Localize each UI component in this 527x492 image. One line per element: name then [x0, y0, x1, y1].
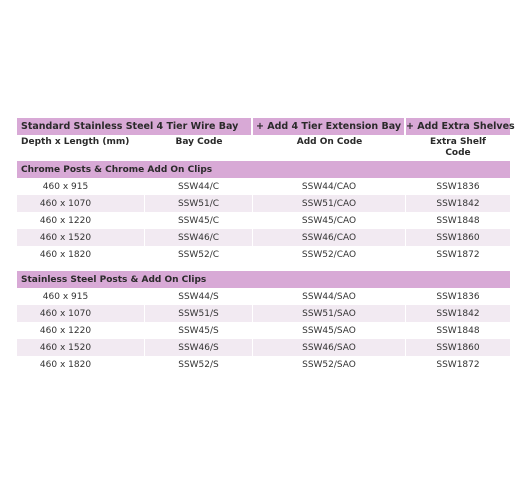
cell-add-on-code: SSW51/SAO	[253, 305, 406, 322]
cell-add-on-code: SSW52/SAO	[253, 356, 406, 373]
table-row	[17, 288, 510, 305]
cell-bay-code: SSW44/S	[145, 288, 253, 305]
cell-dimensions: 460 x 1820	[17, 246, 145, 263]
header-extra-shelves: + Add Extra Shelves	[406, 118, 510, 135]
cell-bay-code: SSW44/C	[145, 178, 253, 195]
cell-dimensions: 460 x 1520	[17, 339, 145, 356]
subheader-bay-code: Bay Code	[145, 135, 253, 161]
cell-add-on-code: SSW45/CAO	[253, 212, 406, 229]
cell-shelf-code: SSW1860	[406, 339, 510, 356]
cell-add-on-code: SSW51/CAO	[253, 195, 406, 212]
table-row	[17, 229, 510, 246]
cell-shelf-code: SSW1842	[406, 195, 510, 212]
cell-shelf-code: SSW1842	[406, 305, 510, 322]
cell-shelf-code: SSW1848	[436, 215, 480, 226]
section-row-chrome	[17, 161, 510, 178]
cell-dimensions: 460 x 1220	[17, 322, 145, 339]
table-row	[17, 322, 510, 339]
cell-dimensions: 460 x 1520	[17, 229, 145, 246]
cell-bay-code: SSW46/C	[145, 229, 253, 246]
header-standard-bay: Standard Stainless Steel 4 Tier Wire Bay	[17, 118, 253, 135]
subheader-extra-shelf-code	[406, 135, 510, 161]
table-row	[17, 178, 510, 195]
cell-add-on-code: SSW44/CAO	[253, 178, 406, 195]
table-subheader-row	[17, 135, 510, 161]
section-title: Chrome Posts & Chrome Add On Clips	[17, 161, 510, 178]
table-row	[17, 246, 510, 263]
section-title: Stainless Steel Posts & Add On Clips	[17, 271, 510, 288]
cell-add-on-code: SSW45/SAO	[253, 322, 406, 339]
cell-bay-code: SSW51/C	[145, 195, 253, 212]
cell-shelf-code: SSW1848	[436, 325, 480, 336]
table-row	[17, 305, 510, 322]
cell-dimensions: 460 x 915	[17, 178, 145, 195]
table-header-row	[17, 118, 510, 135]
section-spacer	[17, 263, 510, 271]
cell-add-on-code: SSW46/CAO	[253, 229, 406, 246]
header-extension-bay: + Add 4 Tier Extension Bay	[253, 118, 406, 135]
cell-shelf-code: SSW1872	[436, 249, 480, 260]
cell-dimensions: 460 x 1820	[17, 356, 145, 373]
subheader-dimensions: Depth x Length (mm)	[17, 135, 145, 161]
cell-bay-code: SSW45/S	[145, 322, 253, 339]
product-code-table-container	[17, 118, 515, 373]
cell-shelf-code: SSW1860	[406, 229, 510, 246]
table-row	[17, 212, 510, 229]
cell-shelf-code: SSW1836	[436, 291, 480, 302]
cell-dimensions: 460 x 915	[17, 288, 145, 305]
cell-add-on-code: SSW52/CAO	[253, 246, 406, 263]
subheader-extra-shelf-line2: Code	[445, 148, 471, 158]
cell-bay-code: SSW45/C	[145, 212, 253, 229]
cell-bay-code: SSW51/S	[145, 305, 253, 322]
subheader-extra-shelf-line1: Extra Shelf	[430, 137, 486, 147]
cell-bay-code: SSW52/S	[145, 356, 253, 373]
table-row	[17, 339, 510, 356]
cell-dimensions: 460 x 1220	[17, 212, 145, 229]
cell-shelf-code: SSW1836	[436, 181, 480, 192]
cell-bay-code: SSW46/S	[145, 339, 253, 356]
cell-dimensions: 460 x 1070	[17, 305, 145, 322]
table-row	[17, 356, 510, 373]
section-row-stainless	[17, 271, 510, 288]
cell-bay-code: SSW52/C	[145, 246, 253, 263]
table-row	[17, 195, 510, 212]
subheader-add-on-code: Add On Code	[253, 135, 406, 161]
cell-add-on-code: SSW44/SAO	[253, 288, 406, 305]
cell-shelf-code: SSW1872	[436, 359, 480, 370]
product-code-table	[17, 118, 515, 373]
cell-add-on-code: SSW46/SAO	[253, 339, 406, 356]
cell-dimensions: 460 x 1070	[17, 195, 145, 212]
